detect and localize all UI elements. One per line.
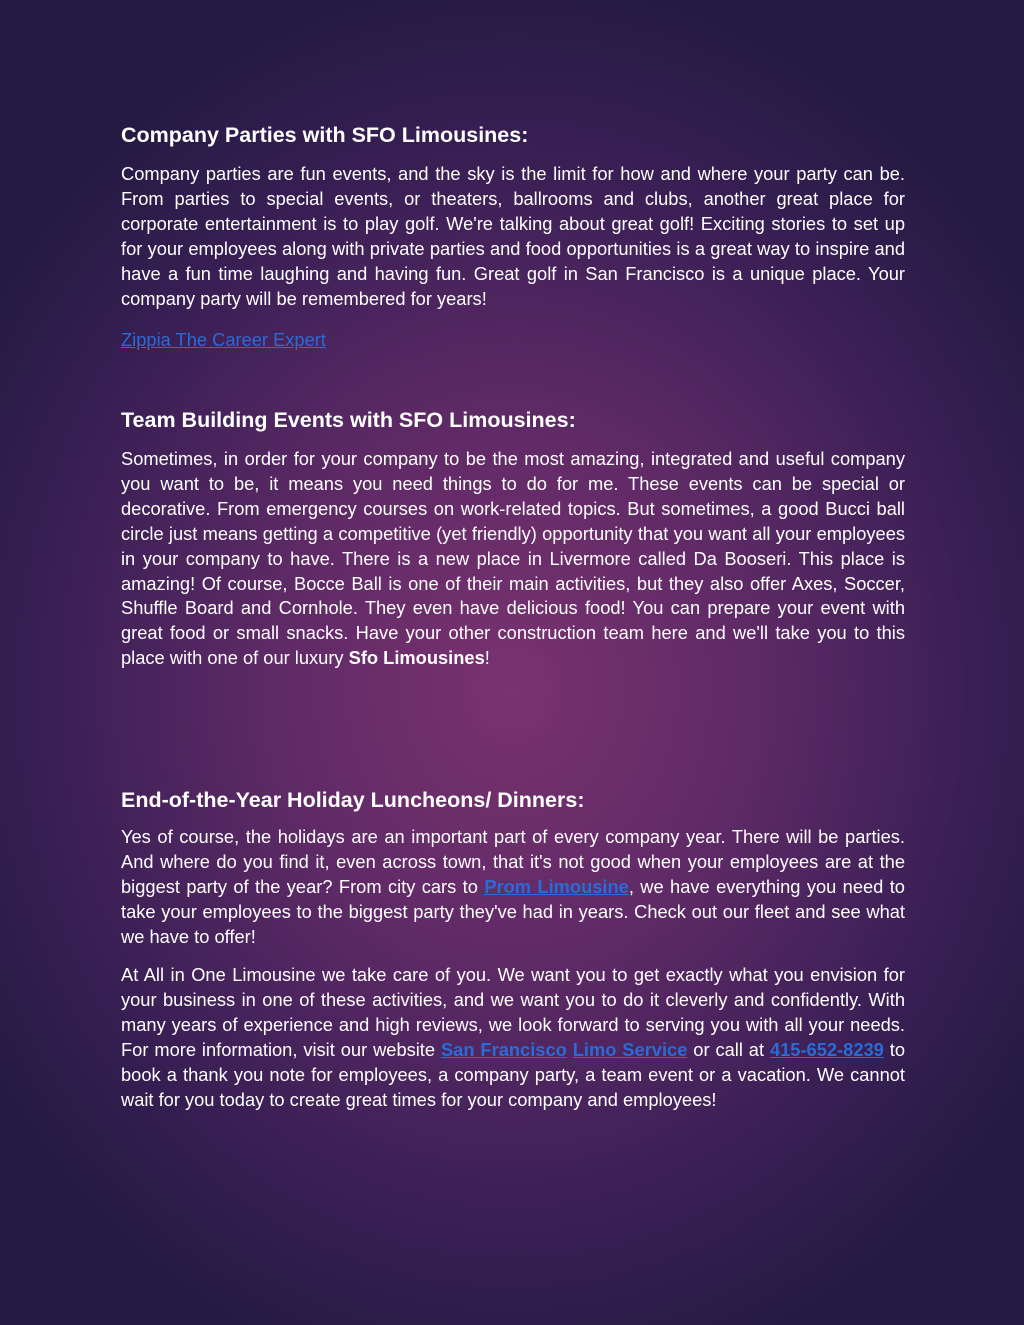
limo-service-link[interactable]: Limo Service: [572, 1038, 688, 1060]
team-building-text: Sometimes, in order for your company to be the most amazing, integrated and useful company you want to be, it means you need things to do for me. These events can be special or decorative. From emergency courses on work-related topics. But sometimes, a good Bucci ball circle just means getting a competitive (yet friendly) opportunity that you want all your employees in your company to have. There is a new place in Livermore called Da Booseri. This place is amazing! Of course, Bocce Ball is one of their main activities, but they also offer Axes, Soccer, Shuffle Board and Cornhole. They even have delicious food! You can prepare your event with great food or small snacks. Have your other construction team here and we'll take you to this place with one of our luxury: [121, 448, 905, 669]
contact-text-mid: or call at: [687, 1038, 770, 1060]
paragraph-holiday: [121, 825, 905, 950]
paragraph-team-building: [121, 447, 905, 671]
zippia-link[interactable]: Zippia The Career Expert: [121, 329, 326, 350]
section-heading-company-parties: Company Parties with SFO Limousines:: [121, 123, 529, 147]
contact-text-before: At All in One Limousine we take care of you. We want you to get exactly what you envision for your business in one of these activities, and we want you to do it cleverly and confidently. With many years of experience and high reviews, we look forward to serving you with all your needs. For more information, visit our website: [121, 964, 905, 1060]
section-heading-team-building: Team Building Events with SFO Limousines:: [121, 408, 576, 432]
holiday-text-after: , we have everything you need to take your employees to the biggest party they've had in years. Check out our fleet and see what we have to offer!: [121, 875, 905, 947]
contact-text-after: to book a thank you note for employees, a company party, a team event or a vacation. We cannot wait for you today to create great times for your company and employees!: [121, 1038, 905, 1110]
paragraph-company-parties: Company parties are fun events, and the sky is the limit for how and where your party can be. From parties to special events, or theaters, ballrooms and clubs, another great place for corporate entertainment is to play golf. We're talking about great golf! Exciting stories to set up for your employees along with private parties and food opportunities is a great way to inspire and have a fun time laughing and having fun. Great golf in San Francisco is a unique place. Your company party will be remembered for years!: [121, 163, 905, 309]
paragraph-contact: [121, 963, 905, 1112]
prom-limousine-link[interactable]: Prom Limousine: [484, 875, 629, 897]
phone-link[interactable]: 415-652-8239: [769, 1038, 884, 1060]
team-building-end: !: [484, 647, 490, 669]
sfo-limousines-bold: Sfo Limousines: [348, 647, 485, 669]
section-heading-holiday: End-of-the-Year Holiday Luncheons/ Dinners:: [121, 788, 585, 812]
holiday-text-before: Yes of course, the holidays are an important part of every company year. There will be parties. And where do you find it, even across town, that it's not good when your employees are at the biggest party of the year? From city cars to: [121, 826, 905, 897]
san-francisco-link[interactable]: San Francisco: [440, 1038, 567, 1060]
